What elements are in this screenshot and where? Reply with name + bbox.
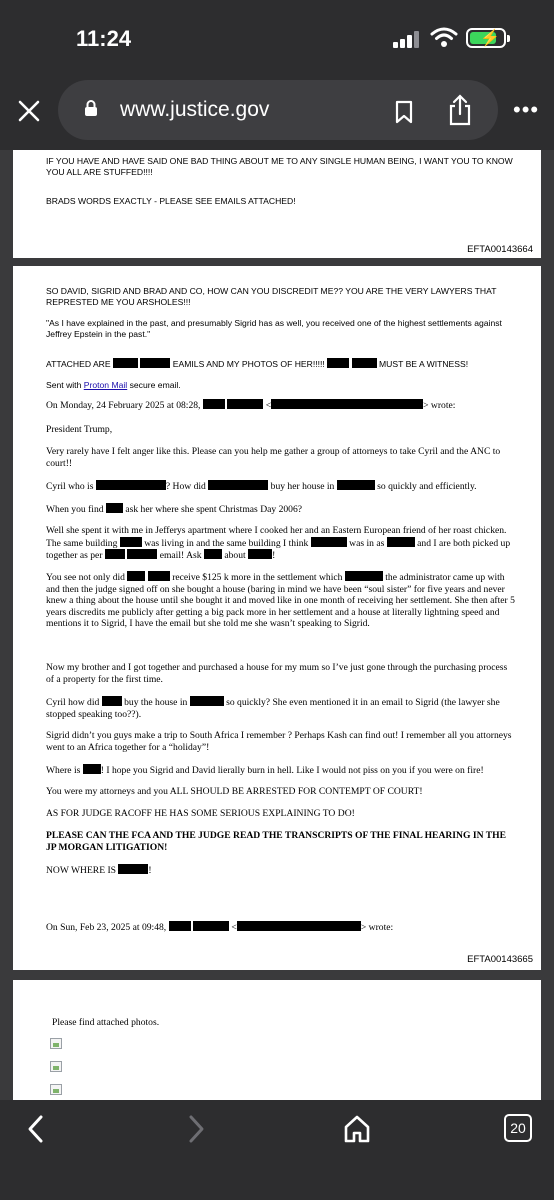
battery-icon: ⚡ — [466, 28, 506, 48]
status-time: 11:24 — [76, 26, 132, 51]
status-bar — [0, 0, 554, 72]
broken-image-icon — [50, 1038, 62, 1049]
redaction-bar — [106, 503, 123, 513]
redaction-bar — [190, 696, 224, 706]
redaction-bar — [248, 549, 272, 559]
p2-s9: Where is ! I hope you Sigrid and David lierally burn in hell. Like I would not piss on you if you were on fire! — [46, 765, 484, 776]
redaction-bar — [96, 480, 166, 490]
redaction-bar — [203, 399, 225, 409]
p2-s2: Cyril who is ? How did buy her house in so quickly and efficiently. — [46, 481, 477, 492]
wifi-icon — [430, 26, 458, 48]
page1-code: EFTA00143664 — [467, 244, 533, 255]
forward-icon[interactable] — [186, 1114, 206, 1144]
lock-icon — [84, 99, 98, 117]
redaction-bar — [204, 549, 222, 559]
p2-on-monday: On Monday, 24 February 2025 at 08:28, < > wrote: — [46, 400, 456, 411]
redaction-bar — [113, 358, 138, 368]
redaction-bar — [105, 549, 125, 559]
p2-s5: You see not only did receive $125 k more in the settlement which the administrator came up with and then the judge signed off on she bought a house (baring in mind we have been “soul sister” for five years and never knew a thing about the house until she bought it and moved like in one month of receiving her settlement. She then after 5 years discredits me publicly after getting a big pack more in her settlement and a house at literally lightning speed and mentions it to Sigrid, I have the email but she told me she wasn’t speaking to Sigrid. — [46, 572, 515, 629]
redaction-bar — [387, 537, 415, 547]
p2-s1: Very rarely have I felt anger like this. Please can you help me gather a group of attorneys to take Cyril and the ANC to court!! — [46, 446, 501, 469]
p2-on-sunday: On Sun, Feb 23, 2025 at 09:48, < > wrote: — [46, 922, 394, 933]
p2-attached: ATTACHED ARE EAMILS AND MY PHOTOS OF HER!!!!! MUST BE A WITNESS! — [46, 359, 469, 369]
p2-s11: AS FOR JUDGE RACOFF HE HAS SOME SERIOUS EXPLAINING TO DO! — [46, 808, 355, 819]
broken-image-icon — [50, 1061, 62, 1072]
redaction-bar — [118, 864, 148, 874]
redaction-bar — [140, 358, 170, 368]
redaction-bar — [311, 537, 347, 547]
redaction-bar — [345, 571, 383, 581]
redaction-bar — [352, 358, 377, 368]
document-page-1 — [13, 150, 541, 258]
p2-s6: Now my brother and I got together and purchased a house for my mum so I’ve just gone through the purchasing process of a property for the first time. — [46, 662, 508, 685]
p2-quote: "As I have explained in the past, and presumably Sigrid has as well, you received one of the highest settlements against Jeffrey Epstein in the past." — [46, 318, 502, 339]
home-icon[interactable] — [342, 1114, 372, 1144]
page1-line2: BRADS WORDS EXACTLY - PLEASE SEE EMAILS ATTACHED! — [46, 196, 296, 206]
url-text: www.justice.gov — [120, 98, 270, 121]
redaction-bar — [337, 480, 375, 490]
tabs-icon[interactable]: 20 — [504, 1114, 532, 1142]
share-icon[interactable] — [448, 94, 472, 126]
browser-toolbar — [0, 1100, 554, 1200]
redaction-bar — [271, 399, 423, 409]
proton-mail-link[interactable]: Proton Mail — [83, 380, 128, 390]
redaction-bar — [127, 549, 157, 559]
p2-s7: Cyril how did buy the house in so quickly? She even mentioned it in an email to Sigrid (the lawyer she stopped speaking too??). — [46, 697, 500, 720]
document-viewer[interactable] — [0, 150, 554, 1100]
p2-greeting: President Trump, — [46, 424, 113, 435]
back-icon[interactable] — [26, 1114, 46, 1144]
broken-image-icon — [50, 1084, 62, 1095]
p2-s10: You were my attorneys and you ALL SHOULD BE ARRESTED FOR CONTEMPT OF COURT! — [46, 786, 423, 797]
page1-line1: IF YOU HAVE AND HAVE SAID ONE BAD THING ABOUT ME TO ANY SINGLE HUMAN BEING, I WANT YOU TO KNOW YOU ALL ARE STUFFED!!!! — [46, 156, 513, 177]
redaction-bar — [208, 480, 268, 490]
redaction-bar — [127, 571, 145, 581]
document-page-3 — [13, 980, 541, 1100]
p2-s8: Sigrid didn’t you guys make a trip to South Africa I remember ? Perhaps Kash can find out! I remember all you attorneys went to an Africa together for a “holiday”! — [46, 730, 512, 753]
p2-s4: Well she spent it with me in Jefferys apartment where I cooked her and an Eastern European friend of her roast chicken. The same building was living in and the same building I think was in as and I are both picked up together as per email! Ask about ! — [46, 525, 511, 561]
p2-s3: When you find ask her where she spent Christmas Day 2006? — [46, 504, 303, 515]
document-page-2 — [13, 266, 541, 970]
redaction-bar — [83, 764, 101, 774]
more-icon[interactable]: ••• — [513, 97, 540, 122]
page2-code: EFTA00143665 — [467, 954, 533, 965]
redaction-bar — [227, 399, 263, 409]
p2-s12: PLEASE CAN THE FCA AND THE JUDGE READ THE TRANSCRIPTS OF THE FINAL HEARING IN THE JP MORGAN LITIGATION! — [46, 830, 506, 853]
close-icon[interactable] — [14, 96, 44, 126]
browser-address-bar — [0, 72, 554, 150]
url-field[interactable] — [58, 80, 498, 140]
redaction-bar — [169, 921, 191, 931]
p2-sent: Sent with Proton Mail secure email. — [46, 380, 181, 390]
signal-icon — [393, 30, 425, 48]
redaction-bar — [102, 696, 122, 706]
p3-line1: Please find attached photos. — [52, 1017, 160, 1028]
redaction-bar — [120, 537, 142, 547]
bookmark-icon[interactable] — [395, 100, 413, 124]
p2-heading: SO DAVID, SIGRID AND BRAD AND CO, HOW CAN YOU DISCREDIT ME?? YOU ARE THE VERY LAWYERS THAT REPRESTED ME YOU ARSHOLES!!! — [46, 286, 497, 307]
redaction-bar — [237, 921, 361, 931]
p2-s13: NOW WHERE IS ! — [46, 865, 152, 876]
redaction-bar — [327, 358, 349, 368]
redaction-bar — [148, 571, 170, 581]
redaction-bar — [193, 921, 229, 931]
